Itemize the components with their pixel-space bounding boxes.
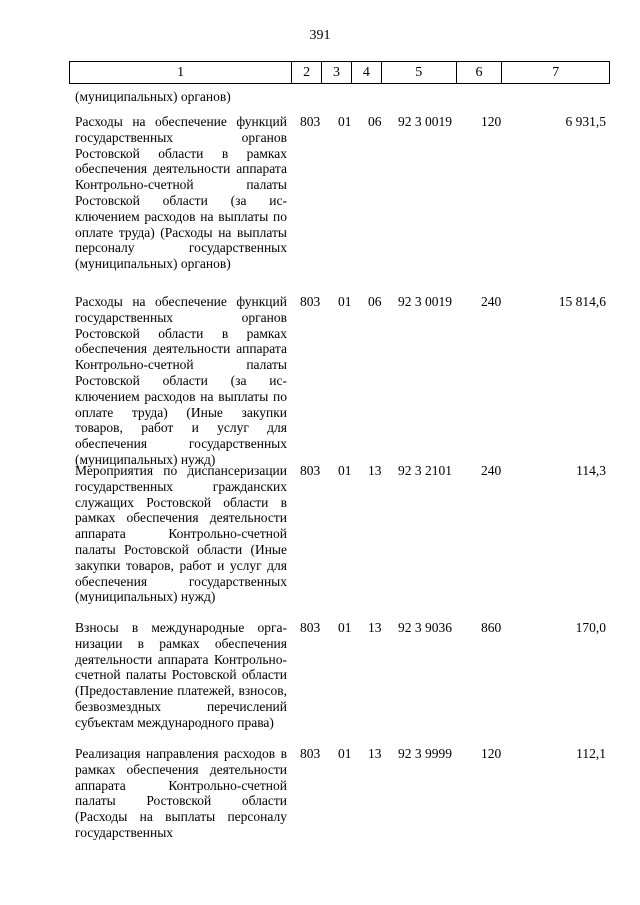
- row-section-code: 01: [338, 620, 352, 635]
- header-col-6: 6: [457, 62, 503, 83]
- row-ministry-code: 803: [300, 114, 321, 129]
- row-target-code: 92 3 9036: [398, 620, 452, 635]
- row-amount: 170,0: [575, 620, 606, 635]
- header-col-2: 2: [292, 62, 322, 83]
- row-ministry-code: 803: [300, 746, 321, 761]
- row-amount: 112,1: [576, 746, 606, 761]
- row-section-code: 01: [338, 114, 352, 129]
- row-subsection-code: 13: [368, 620, 382, 635]
- table-header: [69, 61, 610, 84]
- row-target-code: 92 3 9999: [398, 746, 452, 761]
- header-col-3: 3: [322, 62, 352, 83]
- row-ministry-code: 803: [300, 620, 321, 635]
- row-description: Взносы в международные организации в рамках обеспечения деятельности аппарата Контрольно-счетной палаты Ростовской области (Предоставление платежей, взносов, безвозмездных перечислений субъектам международного права): [75, 620, 287, 730]
- row-expense-type: 120: [481, 746, 502, 761]
- row-section-code: 01: [338, 746, 352, 761]
- row-target-code: 92 3 2101: [398, 463, 452, 478]
- row-amount: 6 931,5: [565, 114, 606, 129]
- row-description: Реализация направления расходов в рамках обеспечения деятельности аппарата Контрольно-счетной палаты Ростовской области (Расходы на выплаты персоналу государственных: [75, 746, 287, 840]
- row-expense-type: 240: [481, 294, 502, 309]
- header-col-7: 7: [552, 64, 560, 80]
- row-target-code: 92 3 0019: [398, 294, 452, 309]
- row-amount: 114,3: [576, 463, 606, 478]
- header-col-4: 4: [352, 62, 382, 83]
- row-section-code: 01: [338, 463, 352, 478]
- row-description: Мероприятия по диспансеризaции государственных гражданских служащих Ростовской области в рамках обеспечения деятельности аппарата Контрольно-счетной палаты Ростовской области (Иные закупки товаров, работ и услуг для обеспечения государственных (муниципальных) нужд): [75, 463, 287, 605]
- row-subsection-code: 06: [368, 114, 382, 129]
- row-description: Расходы на обеспечение функций государственных органов Ростовской области в рамках обеспечения деятельности аппарата Контрольно-счетной палаты Ростовской области (за исключением расходов на выплаты по оплате труда) (Иные закупки товаров, работ и услуг для обеспечения государственных (муниципальных) нужд): [75, 294, 287, 467]
- row-target-code: 92 3 0019: [398, 114, 452, 129]
- row-description: Расходы на обеспечение функций государственных органов Ростовской области в рамках обеспечения деятельности аппарата Контрольно-счетной палаты Ростовской области (за исключением расходов на выплаты по оплате труда) (Расходы на выплаты персоналу государственных (муниципальных) органов): [75, 114, 287, 272]
- row-section-code: 01: [338, 294, 352, 309]
- row-ministry-code: 803: [300, 463, 321, 478]
- header-col-5: 5: [382, 62, 457, 83]
- row-subsection-code: 13: [368, 746, 382, 761]
- row-expense-type: 860: [481, 620, 502, 635]
- header-col-1: 1: [70, 62, 292, 83]
- row-ministry-code: 803: [300, 294, 321, 309]
- row-amount: 15 814,6: [558, 294, 606, 309]
- page-number: 391: [309, 28, 331, 43]
- row-expense-type: 240: [481, 463, 502, 478]
- continuation-text: (муниципальных) органов): [75, 89, 231, 104]
- row-subsection-code: 13: [368, 463, 382, 478]
- row-subsection-code: 06: [368, 294, 382, 309]
- row-expense-type: 120: [481, 114, 502, 129]
